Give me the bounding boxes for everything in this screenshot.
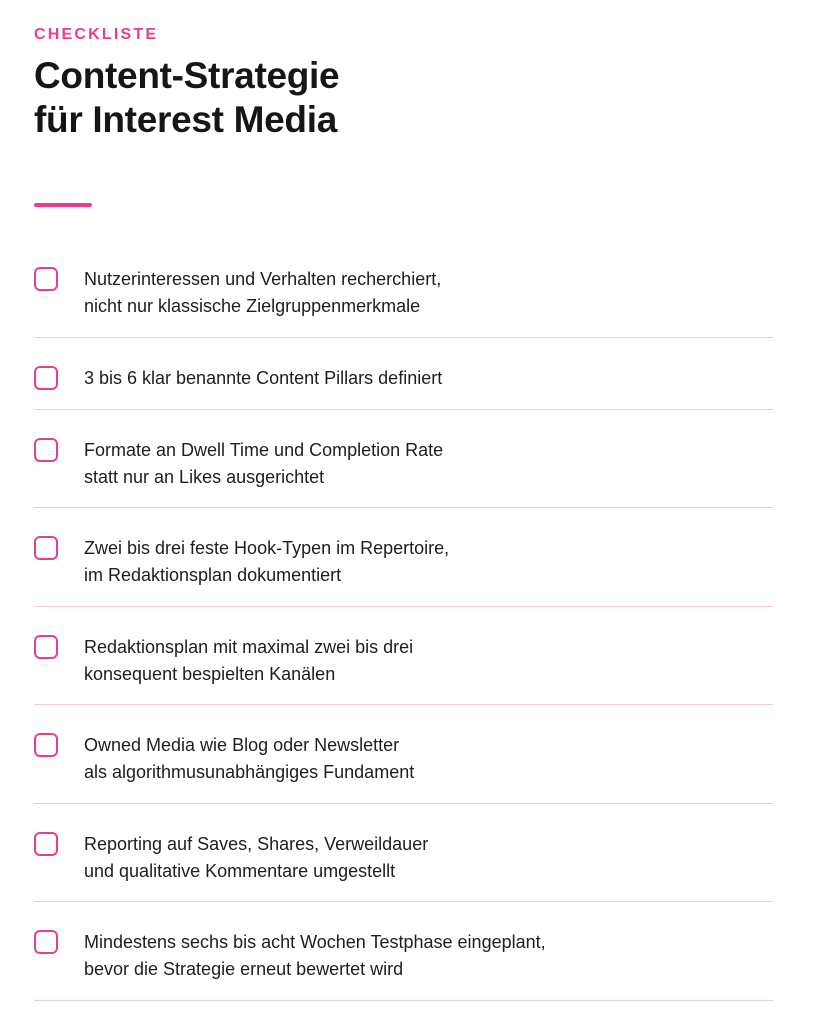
- checklist-item-text: [84, 929, 744, 983]
- checklist-item[interactable]: [34, 410, 773, 509]
- checklist-item-line-2: statt nur an Likes ausgerichtet: [84, 466, 325, 487]
- checklist-item-text: [84, 266, 744, 320]
- checklist-item-line-2: konsequent bespielten Kanälen: [84, 663, 336, 684]
- checklist-item[interactable]: [34, 804, 773, 903]
- checklist-item-text: [84, 437, 744, 491]
- page-title-line-2: für Interest Media: [34, 99, 337, 140]
- checklist-item-text: [84, 535, 744, 589]
- checklist-item[interactable]: [34, 902, 773, 1001]
- checklist-item-text: [84, 732, 744, 786]
- checklist-item[interactable]: [34, 338, 773, 410]
- checklist-item-line-1: Nutzerinteressen und Verhalten recherchiert,: [84, 269, 442, 289]
- checkbox[interactable]: [34, 438, 58, 462]
- checkbox[interactable]: [34, 733, 58, 757]
- checklist-item-line-2: und qualitative Kommentare umgestellt: [84, 860, 396, 881]
- checklist-item-text: [84, 365, 744, 392]
- checklist-item-line-1: Reporting auf Saves, Shares, Verweildauer: [84, 833, 429, 854]
- checklist-item-line-1: 3 bis 6 klar benannte Content Pillars definiert: [84, 367, 443, 388]
- eyebrow-label: CHECKLISTE: [34, 26, 159, 43]
- checkbox[interactable]: [34, 267, 58, 291]
- checklist-item-line-2: im Redaktionsplan dokumentiert: [84, 565, 342, 585]
- checklist-item[interactable]: [34, 508, 773, 607]
- accent-divider: [34, 203, 92, 207]
- checklist: [34, 239, 773, 1001]
- checklist-item-line-1: Mindestens sechs bis acht Wochen Testphase eingeplant,: [84, 932, 546, 952]
- checklist-item-line-1: Zwei bis drei feste Hook-Typen im Repertoire,: [84, 538, 450, 558]
- page-title-line-1: Content-Strategie: [34, 55, 340, 96]
- checklist-item[interactable]: [34, 239, 773, 338]
- checklist-item-text: [84, 634, 744, 688]
- checklist-item-line-1: Redaktionsplan mit maximal zwei bis drei: [84, 636, 414, 657]
- checklist-item[interactable]: [34, 705, 773, 804]
- checkbox[interactable]: [34, 536, 58, 560]
- checklist-item-line-1: Formate an Dwell Time und Completion Rate: [84, 439, 444, 460]
- checklist-item-line-1: Owned Media wie Blog oder Newsletter: [84, 735, 400, 755]
- checkbox[interactable]: [34, 366, 58, 390]
- checklist-item-line-2: als algorithmusunabhängiges Fundament: [84, 762, 415, 782]
- checkbox[interactable]: [34, 635, 58, 659]
- page-title: [34, 54, 339, 142]
- checklist-item-text: [84, 831, 744, 885]
- checklist-item-line-2: bevor die Strategie erneut bewertet wird: [84, 959, 404, 979]
- checkbox[interactable]: [34, 930, 58, 954]
- checkbox[interactable]: [34, 832, 58, 856]
- checklist-item-line-2: nicht nur klassische Zielgruppenmerkmale: [84, 296, 421, 316]
- checklist-item[interactable]: [34, 607, 773, 706]
